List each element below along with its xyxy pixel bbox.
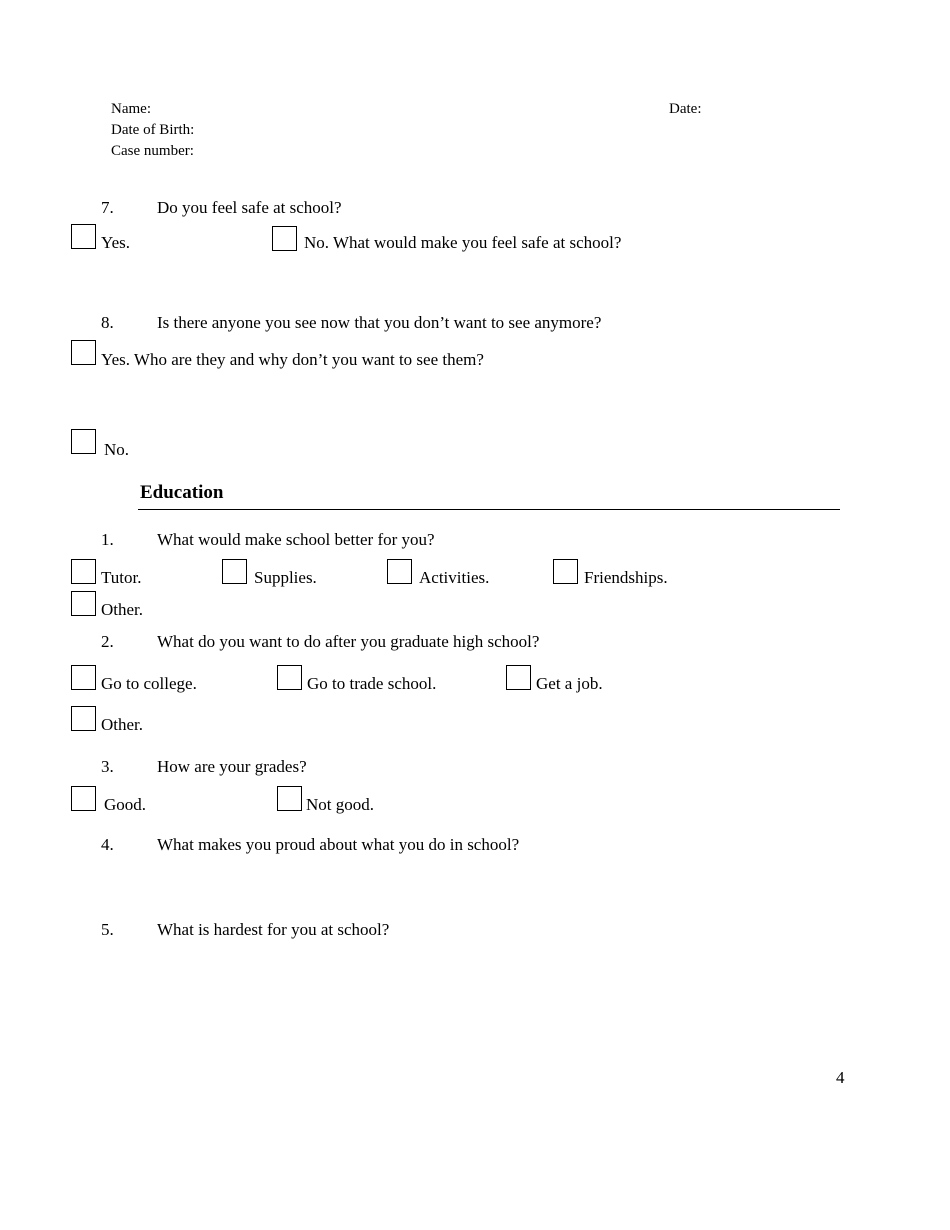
section-divider xyxy=(138,509,840,510)
edu-q2-job-checkbox[interactable] xyxy=(506,665,531,690)
edu-q2-other-checkbox[interactable] xyxy=(71,706,96,731)
edu-q1-supplies-checkbox[interactable] xyxy=(222,559,247,584)
q7-yes-checkbox[interactable] xyxy=(71,224,96,249)
q7-text: Do you feel safe at school? xyxy=(157,198,342,217)
edu-q3-good-label: Good. xyxy=(104,795,147,814)
q7-number: 7. xyxy=(101,198,114,217)
q7-no-checkbox[interactable] xyxy=(272,226,297,251)
edu-q1-friendships-label: Friendships. xyxy=(584,568,668,587)
edu-q4-number: 4. xyxy=(101,835,114,854)
edu-q2-job-label: Get a job. xyxy=(536,674,603,693)
q8-text: Is there anyone you see now that you don’t want to see anymore? xyxy=(157,313,602,332)
q8-no-label: No. xyxy=(104,440,130,459)
q8-number: 8. xyxy=(101,313,114,332)
date-label: Date: xyxy=(669,101,702,117)
q8-yes-label: Yes. Who are they and why don’t you want to see them? xyxy=(101,350,484,369)
edu-q3-number: 3. xyxy=(101,757,114,776)
q7-no-label: No. What would make you feel safe at school? xyxy=(304,233,622,252)
edu-q2-college-checkbox[interactable] xyxy=(71,665,96,690)
edu-q3-not-good-label: Not good. xyxy=(306,795,374,814)
edu-q5-number: 5. xyxy=(101,920,114,939)
edu-q1-activities-label: Activities. xyxy=(419,568,490,587)
date-of-birth-label: Date of Birth: xyxy=(111,122,195,138)
page-number: 4 xyxy=(836,1068,845,1087)
edu-q2-trade-school-checkbox[interactable] xyxy=(277,665,302,690)
edu-q2-text: What do you want to do after you graduate high school? xyxy=(157,632,540,651)
edu-q1-supplies-label: Supplies. xyxy=(254,568,317,587)
case-number-label: Case number: xyxy=(111,143,194,159)
edu-q1-text: What would make school better for you? xyxy=(157,530,435,549)
edu-q1-tutor-checkbox[interactable] xyxy=(71,559,96,584)
edu-q3-not-good-checkbox[interactable] xyxy=(277,786,302,811)
section-title-education: Education xyxy=(140,482,224,503)
edu-q3-good-checkbox[interactable] xyxy=(71,786,96,811)
edu-q2-trade-school-label: Go to trade school. xyxy=(307,674,437,693)
edu-q3-text: How are your grades? xyxy=(157,757,307,776)
edu-q2-number: 2. xyxy=(101,632,114,651)
edu-q1-friendships-checkbox[interactable] xyxy=(553,559,578,584)
edu-q1-other-checkbox[interactable] xyxy=(71,591,96,616)
name-label: Name: xyxy=(111,101,151,117)
edu-q1-other-label: Other. xyxy=(101,600,144,619)
edu-q2-college-label: Go to college. xyxy=(101,674,197,693)
q8-yes-checkbox[interactable] xyxy=(71,340,96,365)
edu-q5-text: What is hardest for you at school? xyxy=(157,920,390,939)
edu-q1-activities-checkbox[interactable] xyxy=(387,559,412,584)
q7-yes-label: Yes. xyxy=(101,233,130,252)
edu-q1-number: 1. xyxy=(101,530,114,549)
edu-q1-tutor-label: Tutor. xyxy=(101,568,142,587)
q8-no-checkbox[interactable] xyxy=(71,429,96,454)
edu-q2-other-label: Other. xyxy=(101,715,144,734)
edu-q4-text: What makes you proud about what you do in school? xyxy=(157,835,520,854)
